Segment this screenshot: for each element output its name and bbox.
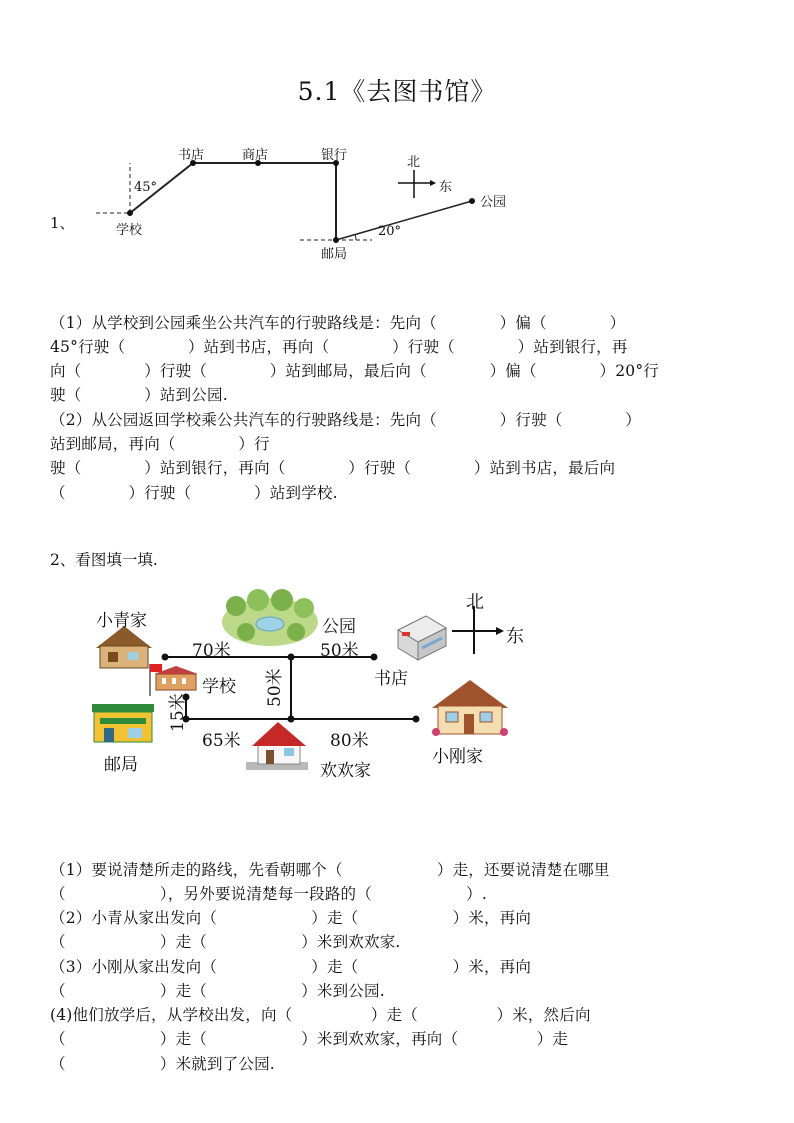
- map1-north-label: 北: [407, 155, 421, 170]
- q2-line-6: （ ）走（ ）米到公园.: [50, 982, 385, 1000]
- map1-bookstore-label: 书店: [178, 148, 205, 163]
- map1-east-label: 东: [439, 180, 453, 195]
- post-office-icon: [92, 704, 154, 742]
- q2-line-8: （ ）走（ ）米到欢欢家，再向（ ）走: [50, 1030, 569, 1048]
- map2-distance-70: 70米: [192, 641, 231, 661]
- q2-line-2: （ ），另外要说清楚每一段路的（ ）.: [50, 885, 487, 903]
- map2-distance-50: 50米: [320, 641, 359, 661]
- map2-distance-50-vertical: 50米: [265, 668, 285, 707]
- map2-distance-80: 80米: [330, 731, 369, 751]
- map1-angle-45-label: 45°: [134, 180, 158, 195]
- question-1-number: 1、: [50, 214, 75, 232]
- xiaoqing-house-icon: [96, 626, 152, 668]
- map2-huanhuan-label: 欢欢家: [320, 761, 371, 781]
- q1-line-8: （ ）行驶（ ）站到学校.: [50, 484, 338, 502]
- map2-distance-65: 65米: [202, 731, 241, 751]
- map2-xiaogang-label: 小刚家: [432, 747, 483, 767]
- bookstore-icon: [398, 616, 446, 660]
- map2-bookstore-label: 书店: [374, 669, 408, 689]
- map1-angle-20-label: 20°: [378, 224, 402, 239]
- map1-park-label: 公园: [480, 195, 507, 210]
- q1-line-7: 驶（ ）站到银行，再向（ ）行驶（ ）站到书店，最后向: [50, 459, 616, 477]
- map1-school-label: 学校: [116, 223, 143, 238]
- school-icon: [150, 664, 198, 696]
- map1-shop-label: 商店: [242, 148, 269, 163]
- q1-line-5: （2）从公园返回学校乘公共汽车的行驶路线是：先向（ ）行驶（ ）: [50, 411, 641, 429]
- map2-east-label: 东: [506, 626, 524, 647]
- q2-line-1: （1）要说清楚所走的路线，先看朝哪个（ ）走，还要说清楚在哪里: [50, 861, 610, 879]
- map2-park-label: 公园: [322, 617, 356, 637]
- q2-line-4: （ ）走（ ）米到欢欢家.: [50, 933, 401, 951]
- huanhuan-house-icon: [246, 722, 308, 770]
- q2-line-5: （3）小刚从家出发向（ ）走（ ）米，再向: [50, 958, 532, 976]
- map1-bank-label: 银行: [321, 148, 348, 163]
- q1-line-2: 45°行驶（ ）站到书店，再向（ ）行驶（ ）站到银行，再: [50, 338, 628, 356]
- question-2-heading: 2、看图填一填.: [50, 551, 158, 569]
- map2-post-office-label: 邮局: [104, 755, 138, 775]
- map2-school-label: 学校: [202, 677, 236, 697]
- q1-line-6: 站到邮局，再向（ ）行: [50, 435, 270, 453]
- map1-post-office-label: 邮局: [321, 247, 348, 262]
- q1-line-3: 向（ ）行驶（ ）站到邮局，最后向（ ）偏（ ）20°行: [50, 362, 659, 380]
- q1-line-1: （1）从学校到公园乘坐公共汽车的行驶路线是：先向（ ）偏（ ）: [50, 314, 626, 332]
- park-icon: [222, 589, 318, 646]
- map2-xiaoqing-label: 小青家: [96, 611, 147, 631]
- xiaogang-house-icon: [432, 680, 508, 736]
- q1-line-4: 驶（ ）站到公园.: [50, 386, 228, 404]
- q2-line-9: （ ）米就到了公园.: [50, 1055, 275, 1073]
- q2-line-3: （2）小青从家出发向（ ）走（ ）米，再向: [50, 909, 532, 927]
- map2-distance-15: 15米: [168, 693, 188, 732]
- map2-north-label: 北: [466, 592, 484, 613]
- q2-line-7: (4)他们放学后，从学校出发，向（ ）走（ ）米，然后向: [50, 1006, 591, 1024]
- page-title: 5.1《去图书馆》: [297, 77, 497, 106]
